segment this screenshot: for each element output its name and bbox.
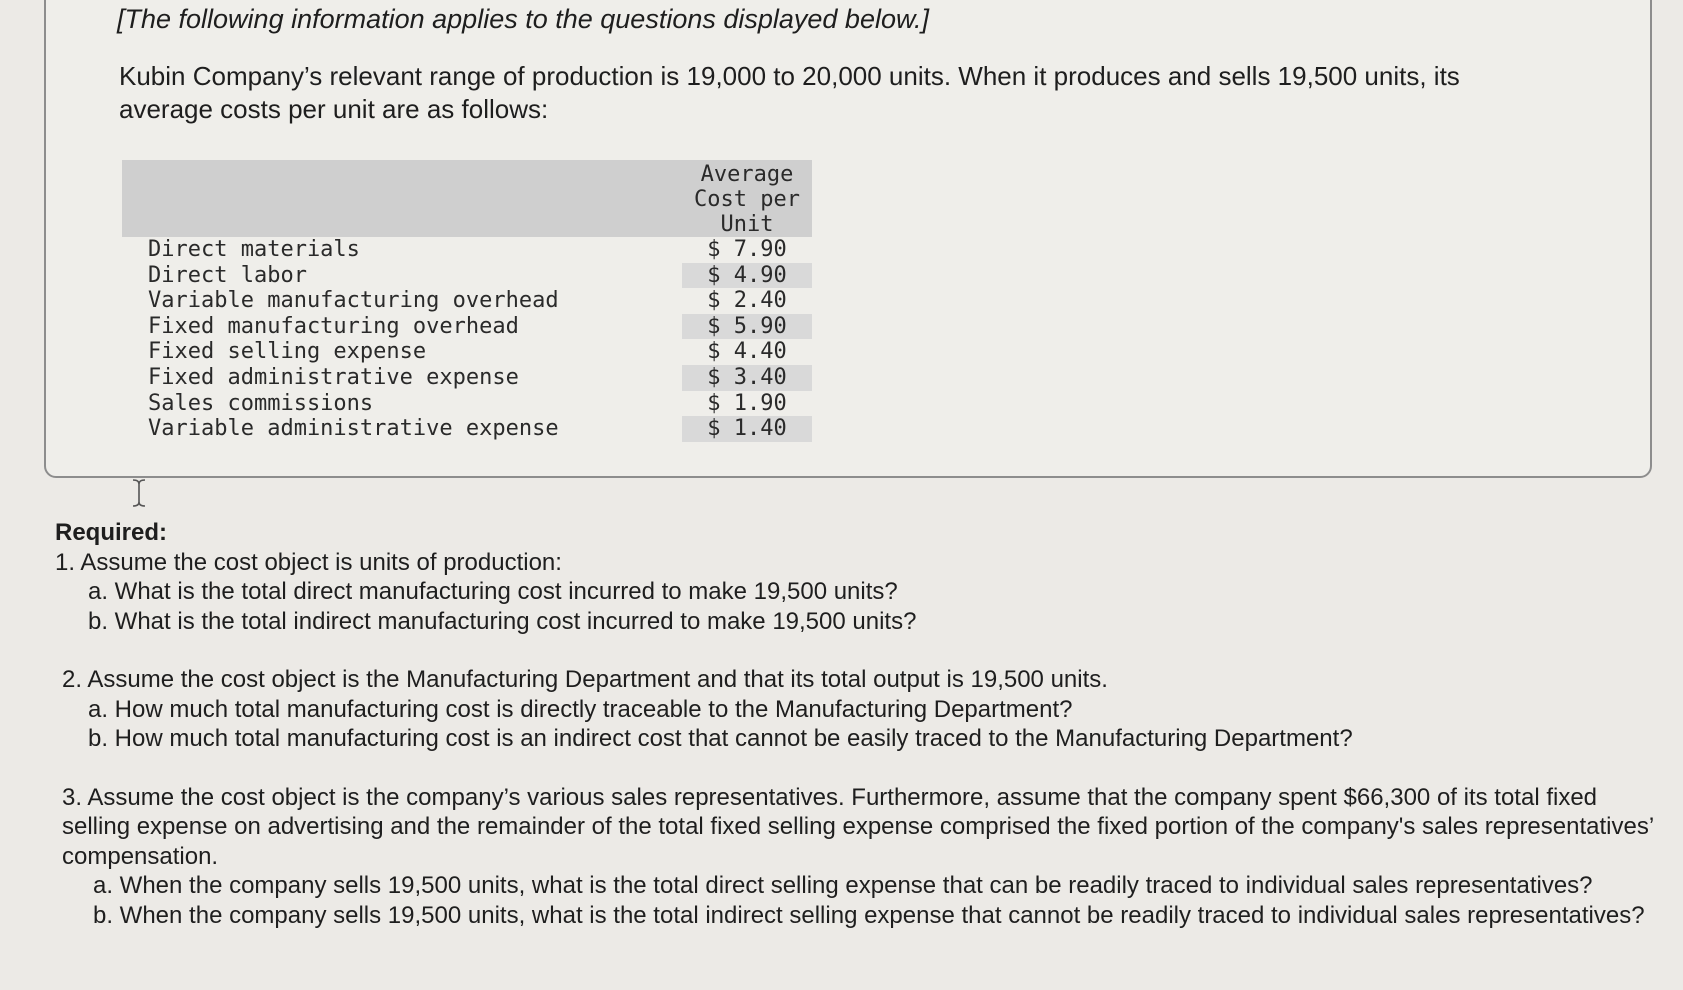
row-value: $ 5.90 — [682, 314, 812, 340]
text-cursor-icon — [130, 478, 148, 508]
cost-table-header-blank — [122, 160, 682, 237]
table-row — [122, 416, 812, 442]
row-value: $ 3.40 — [682, 365, 812, 391]
row-label: Variable administrative expense — [148, 416, 559, 442]
row-label: Direct materials — [148, 237, 360, 262]
row-label: Sales commissions — [148, 390, 374, 416]
question-1b: b. What is the total indirect manufacturing cost incurred to make 19,500 units? — [88, 607, 917, 635]
required-section — [55, 518, 1655, 930]
table-row — [122, 391, 812, 417]
cost-table-header-row — [122, 160, 812, 237]
question-1: 1. Assume the cost object is units of production: — [55, 548, 562, 576]
question-2: 2. Assume the cost object is the Manufacturing Department and that its total output is 19,500 units. — [62, 666, 1108, 693]
table-row — [122, 263, 812, 289]
row-value: $ 2.40 — [707, 288, 787, 314]
question-3a: a. When the company sells 19,500 units, what is the total direct selling expense that can be readily traced to individual sales representatives? — [93, 872, 1593, 899]
required-title: Required: — [55, 519, 168, 546]
row-value: $ 1.40 — [682, 416, 812, 442]
table-row — [122, 288, 812, 314]
question-2a: a. How much total manufacturing cost is directly traceable to the Manufacturing Department? — [88, 695, 1073, 723]
row-label: Fixed selling expense — [148, 339, 427, 365]
intro-note: [The following information applies to the questions displayed below.] — [117, 4, 929, 34]
table-row — [122, 237, 812, 263]
row-value: $ 4.90 — [682, 263, 812, 289]
row-value: $ 4.40 — [707, 339, 787, 365]
row-label: Fixed administrative expense — [148, 364, 519, 390]
intro-paragraph: Kubin Company’s relevant range of production is 19,000 to 20,000 units. When it produces and sells 19,500 units, its average costs per unit are as follows: — [119, 61, 1460, 124]
cost-table-header: Average Cost per Unit — [682, 160, 812, 237]
question-1a: a. What is the total direct manufacturing cost incurred to make 19,500 units? — [88, 578, 898, 605]
row-value: $ 1.90 — [707, 390, 787, 416]
row-value: $ 7.90 — [707, 237, 787, 262]
row-label: Fixed manufacturing overhead — [148, 313, 519, 339]
row-label: Variable manufacturing overhead — [148, 288, 559, 314]
row-label: Direct labor — [148, 262, 307, 288]
table-row — [122, 314, 812, 340]
table-row — [122, 339, 812, 365]
question-3b: b. When the company sells 19,500 units, what is the total indirect selling expense that cannot be readily traced to individual sales representatives? — [93, 901, 1645, 929]
question-3: 3. Assume the cost object is the company’s various sales representatives. Furthermore, assume that the company spent $66,300 of its total fixed selling expense on advertising and the remainder of the total fixed selling expense comprised the fixed portion of the company's sales representatives’ compensation. — [62, 783, 1654, 870]
table-row — [122, 365, 812, 391]
question-2b: b. How much total manufacturing cost is an indirect cost that cannot be easily traced to the Manufacturing Department? — [88, 725, 1353, 752]
cost-table — [122, 160, 812, 442]
